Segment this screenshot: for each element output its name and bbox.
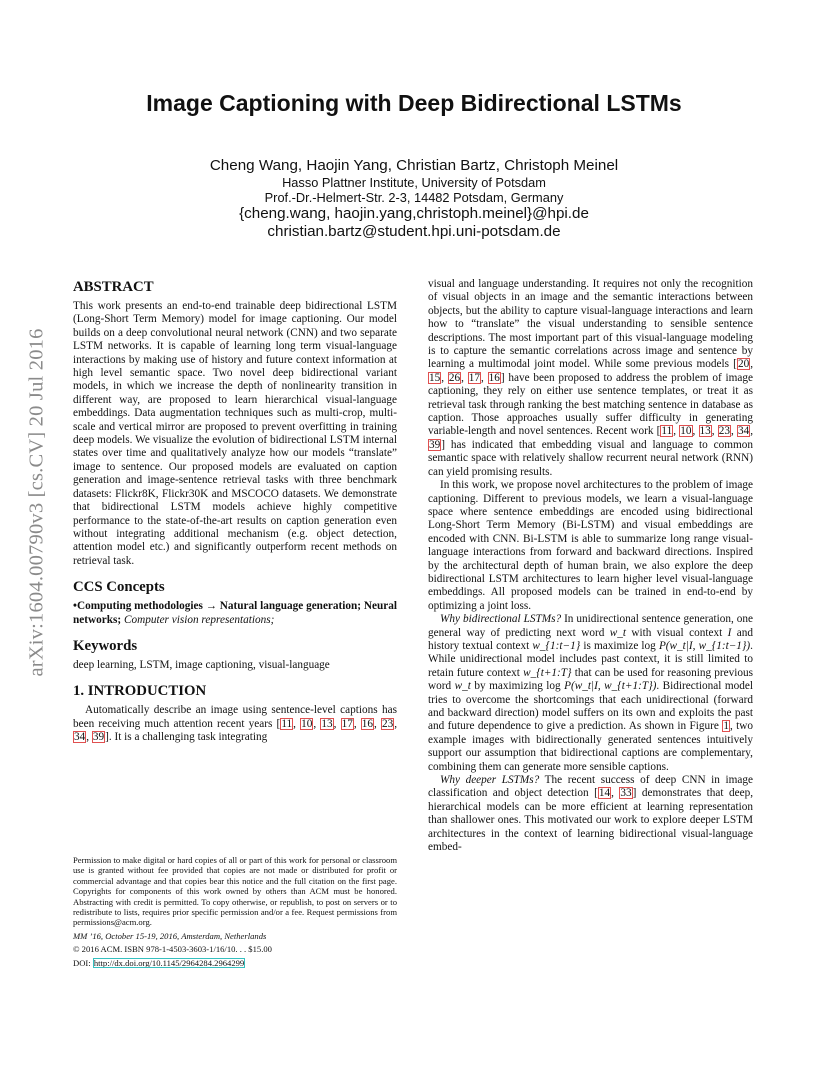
text-run: . Bidirectional model tries to overcome the shortcomings that each unidirectional (forward and backward direction) model suffers on its own and exploits the past and future dependence to give a prediction. As shown in Figure [428,680,754,733]
paper-title: Image Captioning with Deep Bidirectional LSTMs [146,90,682,116]
text-run: The recent success of deep CNN in image classification and object detection [428,774,753,800]
citation-link[interactable]: 16 [488,371,500,384]
keywords-heading: Keywords [73,637,138,654]
citation-link[interactable]: 34 [74,731,86,744]
math-w-t: w_t [454,680,471,693]
author-address: Prof.-Dr.-Helmert-Str. 2-3, 14482 Potsdam, Germany [264,190,564,205]
doi-label: DOI: [73,957,91,968]
why-bidirectional-lead: Why bidirectional LSTMs? [440,613,562,626]
intro-text-tail: It is a challenging task integrating [114,731,268,744]
citation-link[interactable]: 26 [448,371,461,384]
permission-text: Permission to make digital or hard copies of all or part of this work for personal or classroom use is granted without fee provided that copies are not made or distributed for profit or commercial advantage and that copies bear this notice and the full citation on the first page. Copyrights for components of this work owned by others than ACM must be honored. Abstracting with credit is permitted. To copy otherwise, or republish, to post on servers or to redistribute to lists, requires prior specific permission and/or a fee. Request permissions from permissions@acm.org. [73,855,397,928]
citation-link[interactable]: 10 [680,425,692,438]
text-run: that can be used for reasoning previous word [428,666,754,693]
citation-link[interactable]: 33 [620,787,632,800]
why-deeper-lead: Why deeper LSTMs? [440,774,540,787]
citation-link[interactable]: 11 [661,425,673,438]
citation-link[interactable]: 39 [92,731,105,744]
intro-continued-paragraph: visual and language understanding. It requires not only the recognition of visual objects in an image and the semantic interactions between objects, but the ability to capture visual-language interactions and learn how to “translate” the visual understanding to sensible sentence descriptions. The most important part of this visual-language modeling is to capture the semantic correlations across image and sentence by learning a multimodal joint model. While some previous models [20, 15, 26, 17, 16] have been proposed to address the problem of image captioning, they rely on either use sentence templates, or treat it as retrieval task through ranking the best matching sentence in database as caption. Those approaches usually suffer difficulty in generating variable-length and novel sentences. Recent work [11, 10, 13, 23, 34, 39] has indicated that embedding visual and language to common semantic space with relatively shallow recurrent neural network (RNN) can yield promising results. [428,278,754,478]
ccs-italic: Computer vision representations; [123,613,275,626]
text-run: , two example images with bidirectionally generated sentences intuitively support our assumption that bidirectional captions are complementary, combining them can generate more sensible captions. [428,720,754,773]
author-email-2: christian.bartz@student.hpi.uni-potsdam.de [267,223,561,240]
abstract-text: This work presents an end-to-end trainable deep bidirectional LSTM (Long-Short Term Memory) model for image captioning. Our model builds on a deep convolutional neural network (CNN) and two separate LSTM networks. It is capable of learning long term visual-language interactions by making use of history and future context information at high level semantic space. Two novel deep bidirectional variant models, in which we increase the depth of nonlinearity transition in different way, are proposed to learn hierarchical visual-language embeddings. Data augmentation techniques such as multi-crop, multi-scale and vertical mirror are proposed to prevent overfitting in training deep models. We visualize the evolution of bidirectional LSTM internal states over time and qualitatively analyze how our models “translate” image to sentence. Our proposed models are evaluated on caption generation and image-sentence retrieval tasks with three benchmark datasets: Flickr8K, Flickr30K and MSCOCO datasets. We demonstrate that bidirectional LSTM models achieve highly competitive performance to the state-of-the-art results on caption generation even without integrating additional mechanism (e.g. object detection, attention model etc.) and significantly outperform recent methods on retrieval task. [73,300,397,567]
author-email-1: {cheng.wang, haojin.yang,christoph.meinel}@hpi.de [239,205,589,222]
author-names: Cheng Wang, Haojin Yang, Christian Bartz, Christoph Meinel [209,157,619,174]
introduction-heading: 1. INTRODUCTION [73,683,207,700]
intro-paragraph: Automatically describe an image using sentence-level captions has been receiving much attention recent years [11, 10, 13, 17, 16, 23, 34, 39]. It is a challenging task integrating [73,704,398,744]
doi-line [73,958,397,968]
author-institute: Hasso Plattner Institute, University of Potsdam [282,175,546,190]
author-block [0,156,828,241]
citation-link[interactable]: 10 [301,717,313,730]
text-run: In unidirectional sentence generation, one general way of predicting next word [428,613,753,639]
why-deeper-paragraph: Why deeper LSTMs? The recent success of deep CNN in image classification and object detection [14, 33] demonstrates that deep, hierarchical models can be more efficient at learning representation than shallower ones. This motivated our work to explore deeper LSTM architectures in the context of learning bidirectional visual-language embed- [428,774,754,854]
citation-link[interactable]: 17 [341,717,353,730]
venue-line: MM ’16, October 15-19, 2016, Amsterdam, Netherlands [73,930,267,941]
text-run: and history textual context [428,626,754,652]
intro-continued-text: visual and language understanding. It requires not only the recognition of visual objects in an image and the semantic interactions between objects, but the ability to capture visual-language interactions and learn how to “translate” the visual understanding to sensible sentence descriptions. The most important part of this visual-language modeling is to capture the semantic correlations across image and sentence by learning a multimodal joint model. While some previous models [428,278,753,371]
arxiv-stamp [22,292,52,712]
text-run: . While unidirectional model includes past context, it is still limited to retain future context [428,639,753,679]
citation-link[interactable]: 13 [699,425,711,438]
citation-link[interactable]: 13 [321,717,333,730]
math-w-t: w_t [609,626,626,639]
arxiv-identifier: arXiv:1604.00790v3 [cs.CV] 20 Jul 2016 [25,327,48,677]
citation-link[interactable]: 17 [468,371,480,384]
math-p-forward: P(w_t|I, w_{1:t−1}) [658,639,751,652]
why-bidirectional-paragraph [428,613,753,774]
abstract-heading: ABSTRACT [73,279,154,295]
text-run: with visual context [631,626,723,639]
citation-link[interactable]: 16 [361,717,374,730]
intro-continued-text-2: have been proposed to address the problem of image captioning, they rely on either use sentence templates, or treat it as retrieval task through ranking the best matching sentence in database as caption. Those approaches usually suffer difficulty in generating variable-length and novel sentences. Recent work [428,371,754,438]
citation-link[interactable]: 14 [598,787,611,800]
ccs-bold: •Computing methodologies → Natural language generation; Neural networks; [73,600,397,626]
text-run: demonstrates that deep, hierarchical models can be more efficient at learning representation than shallower ones. This motivated our work to explore deeper LSTM architectures in the context of learning bidirectional visual-language embed- [428,787,754,854]
ccs-concepts [73,600,397,627]
permission-footnote [73,855,397,971]
citation-link[interactable]: 11 [281,717,293,730]
math-w-1-t: w_{1:t−1} [532,639,581,652]
figure-link[interactable]: 1 [723,720,729,733]
math-p-backward: P(w_t|I, w_{t+1:T}) [564,680,657,693]
copyright-line: © 2016 ACM. ISBN 978-1-4503-3603-1/16/10. . . $15.00 [73,944,272,955]
citation-link[interactable]: 20 [737,358,750,371]
keywords-text: deep learning, LSTM, image captioning, visual-language [73,658,330,671]
ccs-heading: CCS Concepts [73,579,165,596]
intro-text: Automatically describe an image using sentence-level captions has been receiving much attention recent years [73,704,397,730]
citation-link[interactable]: 39 [429,438,441,451]
proposal-paragraph: In this work, we propose novel architectures to the problem of image captioning. Different to previous models, we learn a visual-language space where sentence embeddings are encoded using bidirectional Long-Short Term Memory (Bi-LSTM) and visual embeddings are encoded with CNN. Bi-LSTM is able to summarize long range visual-language interactions from forward and backward directions. Inspired by the architectural depth of human brain, we also explore the deep bidirectional LSTM architectures to learn higher level visual-language embeddings. All proposed models can be trained in end-to-end by optimizing a joint loss. [428,479,753,612]
citation-link[interactable]: 23 [382,717,394,730]
math-w-t-future: w_{t+1:T} [523,666,572,679]
text-run: is maximize log [583,639,656,652]
right-column [428,278,753,854]
math-i: I [727,626,732,639]
doi-link[interactable]: http://dx.doi.org/10.1145/2964284.2964299 [93,957,245,968]
text-run: by maximizing log [474,680,561,693]
citation-link[interactable]: 15 [429,371,441,384]
left-column [73,278,397,745]
citation-link[interactable]: 34 [738,425,750,438]
citation-link[interactable]: 23 [718,425,730,438]
intro-continued-text-3: has indicated that embedding visual and language to common semantic space with relatively shallow recurrent neural network (RNN) can yield promising results. [428,438,753,478]
